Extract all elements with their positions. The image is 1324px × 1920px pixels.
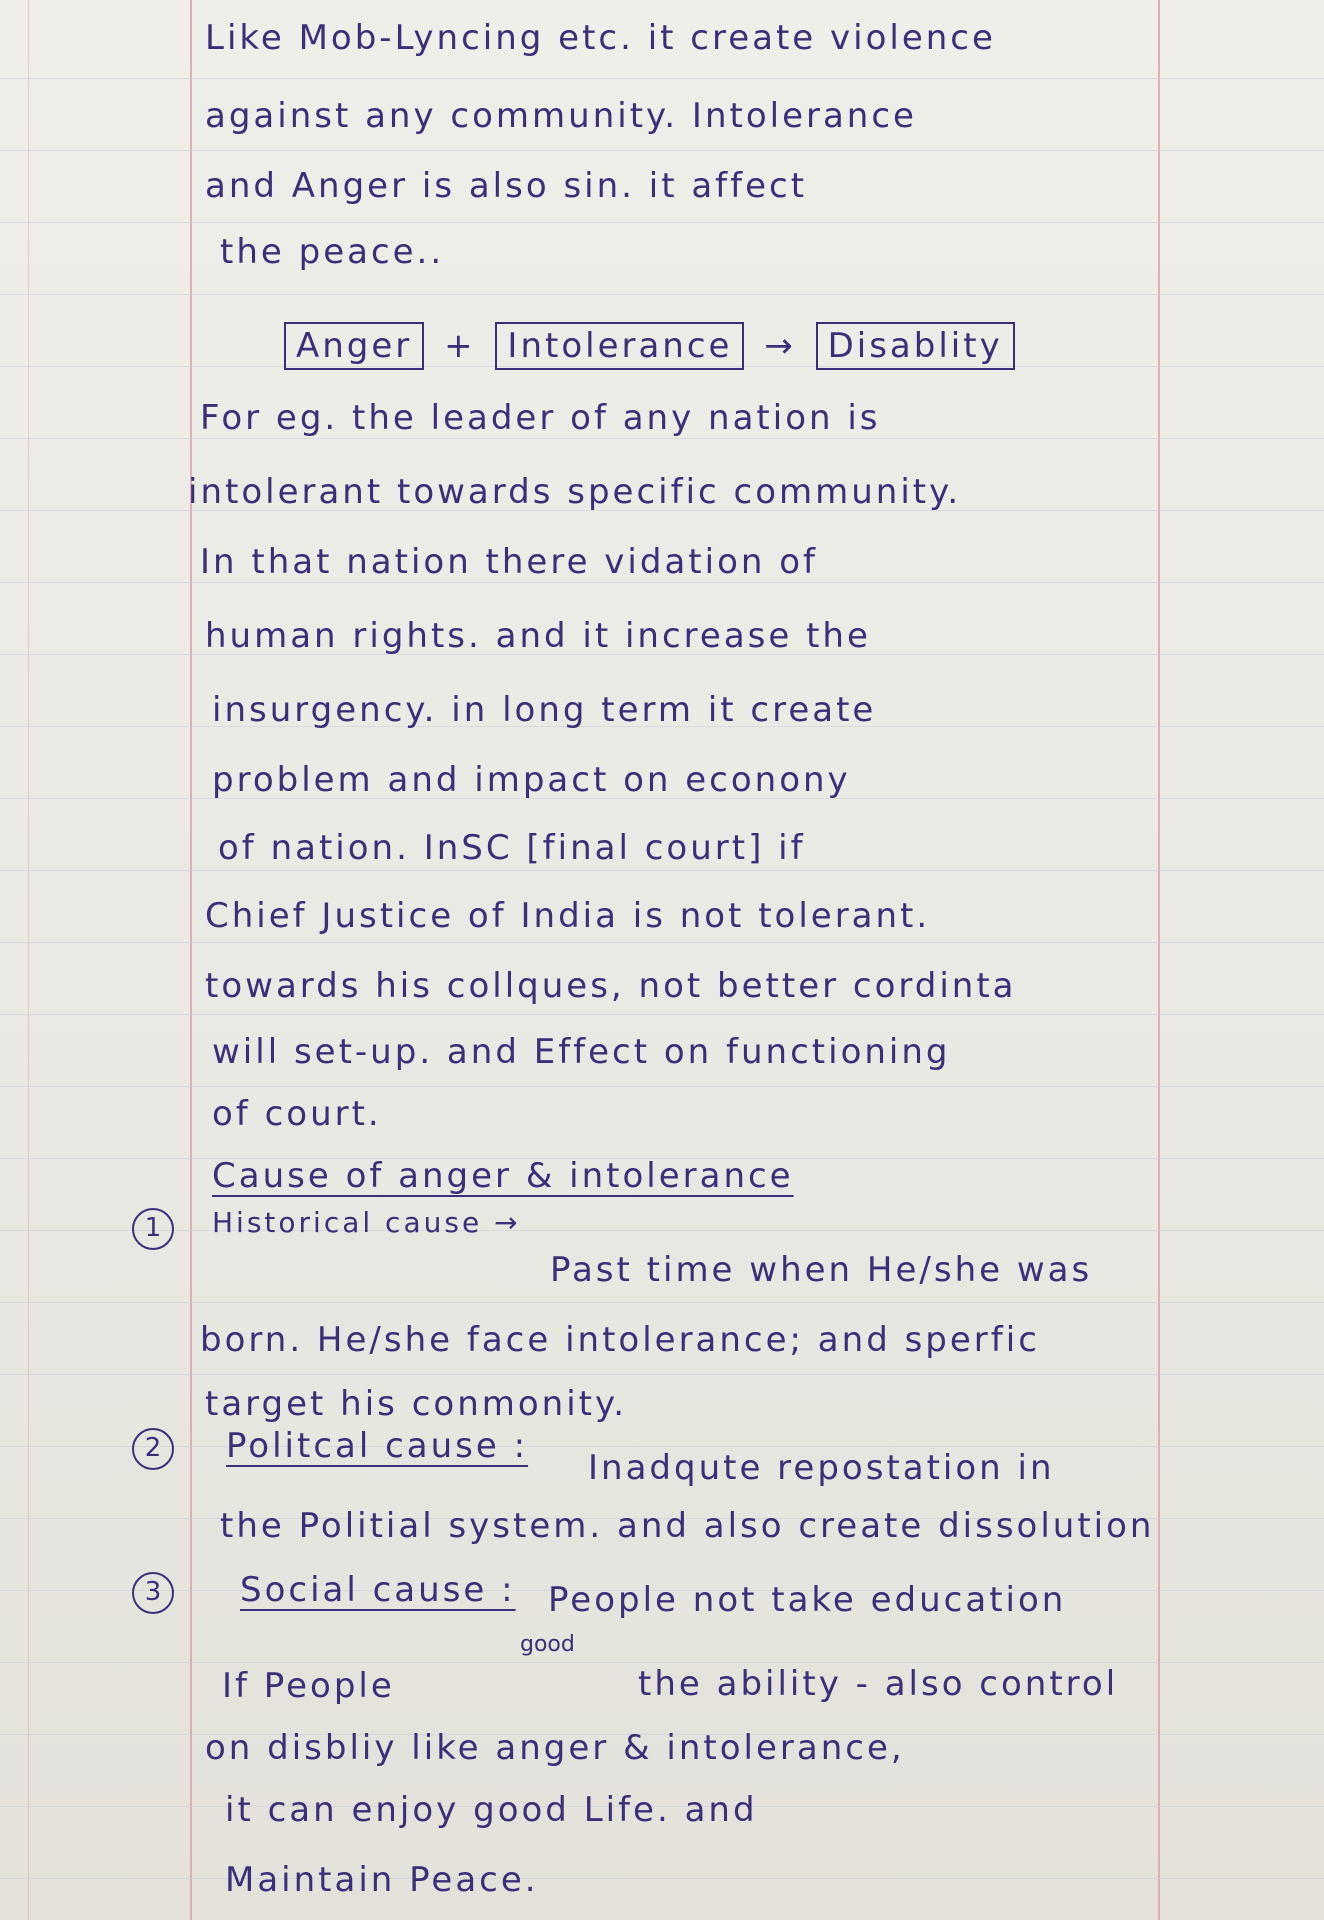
text-line: the Politial system. and also create dissolution: [220, 1506, 1155, 1546]
text-line: People not take education: [548, 1580, 1067, 1620]
list-number-3: 3: [132, 1572, 174, 1614]
section-heading: Cause of anger & intolerance: [212, 1156, 794, 1196]
text-line: intolerant towards specific community.: [188, 472, 962, 512]
text-line: human rights. and it increase the: [205, 616, 871, 656]
text-line: problem and impact on econony: [212, 760, 851, 800]
text-line: insurgency. in long term it create: [212, 690, 877, 730]
ruled-line: [0, 942, 1324, 943]
text-line: Inadqute repostation in: [588, 1448, 1055, 1488]
text-line: of nation. InSC [final court] if: [218, 828, 806, 868]
ruled-line: [0, 78, 1324, 79]
text-line: the peace..: [220, 232, 445, 272]
margin-line-right: [1158, 0, 1160, 1920]
inserted-word: good: [520, 1632, 575, 1657]
equation-row: [278, 322, 1021, 370]
text-line: born. He/she face intolerance; and sperfic: [200, 1320, 1040, 1360]
list-number-1: 1: [132, 1208, 174, 1250]
text-line: Past time when He/she was: [550, 1250, 1093, 1290]
text-line: Like Mob-Lyncing etc. it create violence: [205, 18, 996, 58]
text-line: against any community. Intolerance: [205, 96, 917, 136]
equation-arrow: →: [764, 326, 796, 366]
ruled-line: [0, 1014, 1324, 1015]
text-line: will set-up. and Effect on functioning: [212, 1032, 951, 1072]
cause-heading-political: Politcal cause :: [226, 1426, 529, 1466]
text-line: towards his collques, not better cordinta: [205, 966, 1017, 1006]
text-line: For eg. the leader of any nation is: [200, 398, 881, 438]
cause-heading-social: Social cause :: [240, 1570, 516, 1610]
equation-term-anger: Anger: [284, 322, 424, 370]
ruled-line: [0, 1374, 1324, 1375]
text-line: and Anger is also sin. it affect: [205, 166, 808, 206]
text-line: Chief Justice of India is not tolerant.: [205, 896, 931, 936]
cause-heading-historical: Historical cause →: [212, 1206, 521, 1239]
ruled-line: [0, 294, 1324, 295]
text-line: it can enjoy good Life. and: [225, 1790, 758, 1830]
text-line: target his conmonity.: [205, 1384, 628, 1424]
ruled-line: [0, 1446, 1324, 1447]
ruled-line: [0, 222, 1324, 223]
equation-term-intolerance: Intolerance: [495, 322, 744, 370]
ruled-line: [0, 582, 1324, 583]
text-line: If People: [222, 1666, 395, 1706]
text-line: on disbliy like anger & intolerance,: [205, 1728, 905, 1768]
ruled-line: [0, 1662, 1324, 1663]
ruled-line: [0, 1086, 1324, 1087]
ruled-line: [0, 150, 1324, 151]
ruled-line: [0, 1302, 1324, 1303]
margin-line-far-left: [28, 0, 29, 1920]
text-line: Maintain Peace.: [225, 1860, 539, 1900]
list-number-2: 2: [132, 1428, 174, 1470]
ruled-line: [0, 1230, 1324, 1231]
text-line: the ability - also control: [638, 1664, 1119, 1704]
equation-plus: +: [444, 326, 476, 366]
ruled-line: [0, 870, 1324, 871]
margin-line-left: [190, 0, 192, 1920]
ruled-line: [0, 438, 1324, 439]
ruled-line: [0, 1878, 1324, 1879]
text-line: of court.: [212, 1094, 382, 1134]
text-line: In that nation there vidation of: [200, 542, 819, 582]
equation-result-disability: Disablity: [816, 322, 1015, 370]
